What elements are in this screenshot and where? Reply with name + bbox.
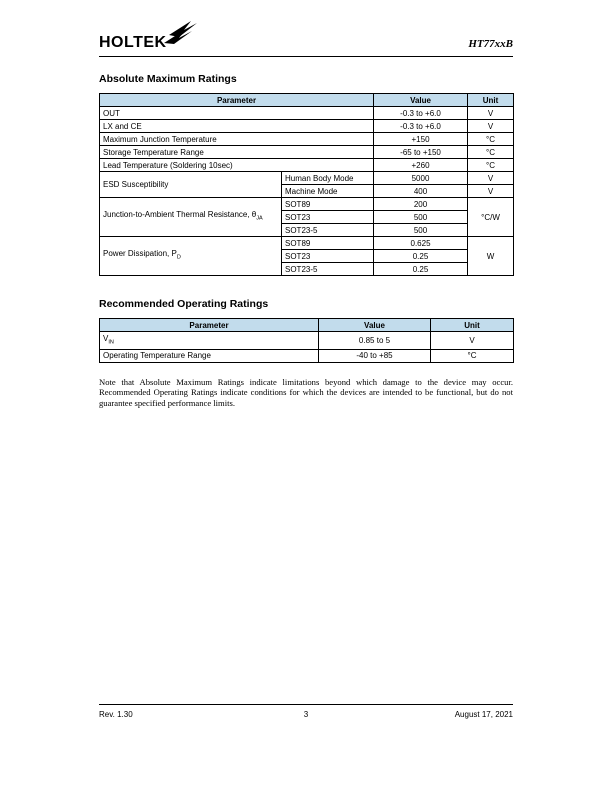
param-cell: Storage Temperature Range: [100, 146, 374, 159]
table-row: [100, 146, 514, 159]
unit-cell: V: [468, 107, 514, 120]
value-cell: 200: [374, 198, 468, 211]
unit-cell: W: [468, 237, 514, 276]
param-sub-cell: SOT89: [282, 198, 374, 211]
column-header-value: Value: [319, 319, 431, 332]
footer-date: August 17, 2021: [454, 710, 513, 719]
absolute-maximum-ratings-table: [99, 93, 514, 276]
footer-revision: Rev. 1.30: [99, 710, 133, 719]
param-cell: [100, 198, 282, 237]
table-row: [100, 133, 514, 146]
column-header-unit: Unit: [431, 319, 514, 332]
param-cell: [100, 237, 282, 276]
param-subscript: JA: [256, 215, 263, 222]
param-cell: Operating Temperature Range: [100, 349, 319, 362]
recommended-operating-ratings-table: [99, 318, 514, 363]
table-row: [100, 198, 514, 211]
table-row: [100, 159, 514, 172]
param-cell: OUT: [100, 107, 374, 120]
value-cell: 0.25: [374, 250, 468, 263]
table-header-row: [100, 94, 514, 107]
value-cell: -40 to +85: [319, 349, 431, 362]
unit-cell: °C: [468, 133, 514, 146]
param-cell: Maximum Junction Temperature: [100, 133, 374, 146]
param-subscript: D: [176, 254, 181, 261]
param-cell: LX and CE: [100, 120, 374, 133]
value-cell: 500: [374, 224, 468, 237]
table-header-row: [100, 319, 514, 332]
part-number: HT77xxB: [468, 38, 513, 50]
value-cell: 0.85 to 5: [319, 332, 431, 350]
unit-cell: °C: [468, 146, 514, 159]
unit-cell: V: [468, 120, 514, 133]
param-sub-cell: SOT23-5: [282, 224, 374, 237]
value-cell: 500: [374, 211, 468, 224]
value-cell: 0.25: [374, 263, 468, 276]
page-content: [99, 0, 513, 417]
table-row: [100, 332, 514, 350]
value-cell: 5000: [374, 172, 468, 185]
param-cell: ESD Susceptibility: [100, 172, 282, 198]
param-sub-cell: Machine Mode: [282, 185, 374, 198]
value-cell: 0.625: [374, 237, 468, 250]
param-label: V: [103, 333, 109, 343]
param-sub-cell: SOT23: [282, 250, 374, 263]
section-title-recommended-operating-ratings: Recommended Operating Ratings: [99, 298, 269, 310]
param-sub-cell: Human Body Mode: [282, 172, 374, 185]
column-header-unit: Unit: [468, 94, 514, 107]
section-title-absolute-maximum-ratings: Absolute Maximum Ratings: [99, 73, 237, 85]
param-sub-cell: SOT23: [282, 211, 374, 224]
unit-cell: V: [431, 332, 514, 350]
table-row: [100, 107, 514, 120]
unit-cell: °C: [431, 349, 514, 362]
value-cell: -0.3 to +6.0: [374, 107, 468, 120]
column-header-parameter: Parameter: [100, 319, 319, 332]
column-header-value: Value: [374, 94, 468, 107]
holtek-logo-text: HOLTEK: [99, 34, 167, 51]
unit-cell: V: [468, 172, 514, 185]
value-cell: 400: [374, 185, 468, 198]
table-row: [100, 120, 514, 133]
ratings-note: Note that Absolute Maximum Ratings indicate limitations beyond which damage to the device may occur. Recommended Operating Ratings indicate conditions for which the devices are intended to be functional, but do not guarantee specified performance limits.: [99, 376, 513, 408]
unit-cell: °C: [468, 159, 514, 172]
table-row: [100, 237, 514, 250]
value-cell: +150: [374, 133, 468, 146]
column-header-parameter: Parameter: [100, 94, 374, 107]
holtek-logo: [99, 20, 201, 52]
holtek-arrows-icon: [163, 20, 201, 49]
unit-cell: V: [468, 185, 514, 198]
value-cell: -0.3 to +6.0: [374, 120, 468, 133]
footer-page-number: 3: [303, 710, 309, 719]
doc-footer: [99, 704, 513, 719]
param-label: Junction-to-Ambient Thermal Resistance, θ: [103, 210, 257, 220]
value-cell: -65 to +150: [374, 146, 468, 159]
param-cell: [100, 332, 319, 350]
value-cell: +260: [374, 159, 468, 172]
doc-header: [99, 0, 513, 57]
param-subscript: IN: [108, 339, 114, 346]
table-row: [100, 172, 514, 185]
unit-cell: °C/W: [468, 198, 514, 237]
param-sub-cell: SOT89: [282, 237, 374, 250]
param-cell: Lead Temperature (Soldering 10sec): [100, 159, 374, 172]
param-label: Power Dissipation, P: [103, 249, 177, 259]
table-row: [100, 349, 514, 362]
param-sub-cell: SOT23-5: [282, 263, 374, 276]
